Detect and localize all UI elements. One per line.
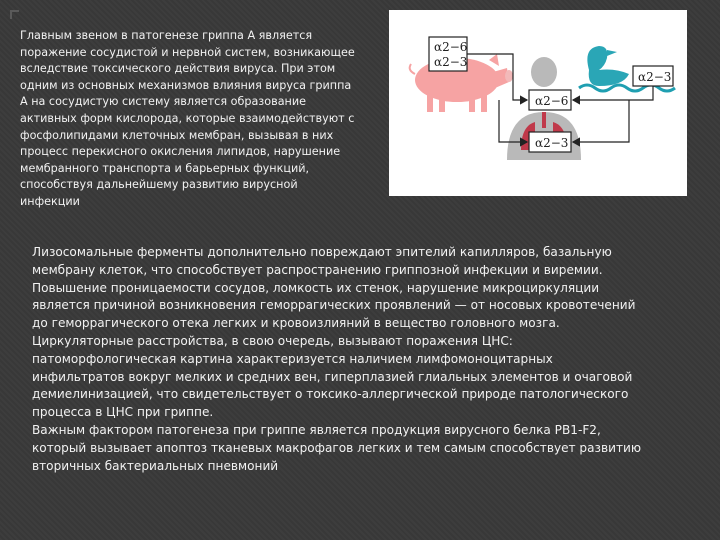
pathogenesis-detail-paragraph: Лизосомальные ферменты дополнительно повреждают эпителий капилляров, базальную мембрану клеток, что способствует распространению гриппозной инфекции и виремии. Повышение проницаемости сосудов, ломкость их стенок, нарушение микроциркуляции является причиной возникновения геморрагических проявлений — от носовых кровотечений до геморрагического отека легких и кровоизлияний в вещество головного мозга. Циркуляторные расстройства, в свою очередь, вызывают поражения ЦНС: патоморфологическая картина характеризуется наличием лимфомоноцитарных инфильтратов вокруг мелких и средних вен, гиперплазией глиальных элементов и очаговой демиелинизацией, что свидетельствует о токсико-аллергической природе патологического процесса в ЦНС при гриппе. Важным фактором патогенеза при гриппе является продукция вирусного белка PB1-F2, который вызывает апоптоз тканевых макрофагов легких и тем самым способствует развитию вторичных бактериальных пневмоний <box>32 245 642 473</box>
human-lower-label: α2−3 <box>535 136 569 150</box>
corner-bracket-decoration <box>10 10 19 19</box>
pig-label-2: α2−3 <box>434 55 468 69</box>
duck-to-human-lower-arrow <box>573 100 629 142</box>
influenza-receptor-diagram <box>389 10 687 196</box>
human-upper-label: α2−6 <box>535 94 569 108</box>
pig-label-1: α2−6 <box>434 40 468 54</box>
pig-receptor-box <box>429 37 467 71</box>
duck-label: α2−3 <box>638 70 672 84</box>
duck-receptor-box <box>633 66 673 86</box>
pathogenesis-intro-paragraph: Главным звеном в патогенезе гриппа А является поражение сосудистой и нервной систем, возникающее вследствие токсического действия вируса. При этом одним из основных механизмов влияния вируса гриппа А на сосудистую систему является образование активных форм кислорода, которые взаимодействуют с фосфолипидами клеточных мембран, вызывая в них процесс перекисного окисления липидов, нарушение мембранного транспорта и барьерных функций, способствуя дальнейшему развитию вирусной инфекции <box>20 29 355 208</box>
